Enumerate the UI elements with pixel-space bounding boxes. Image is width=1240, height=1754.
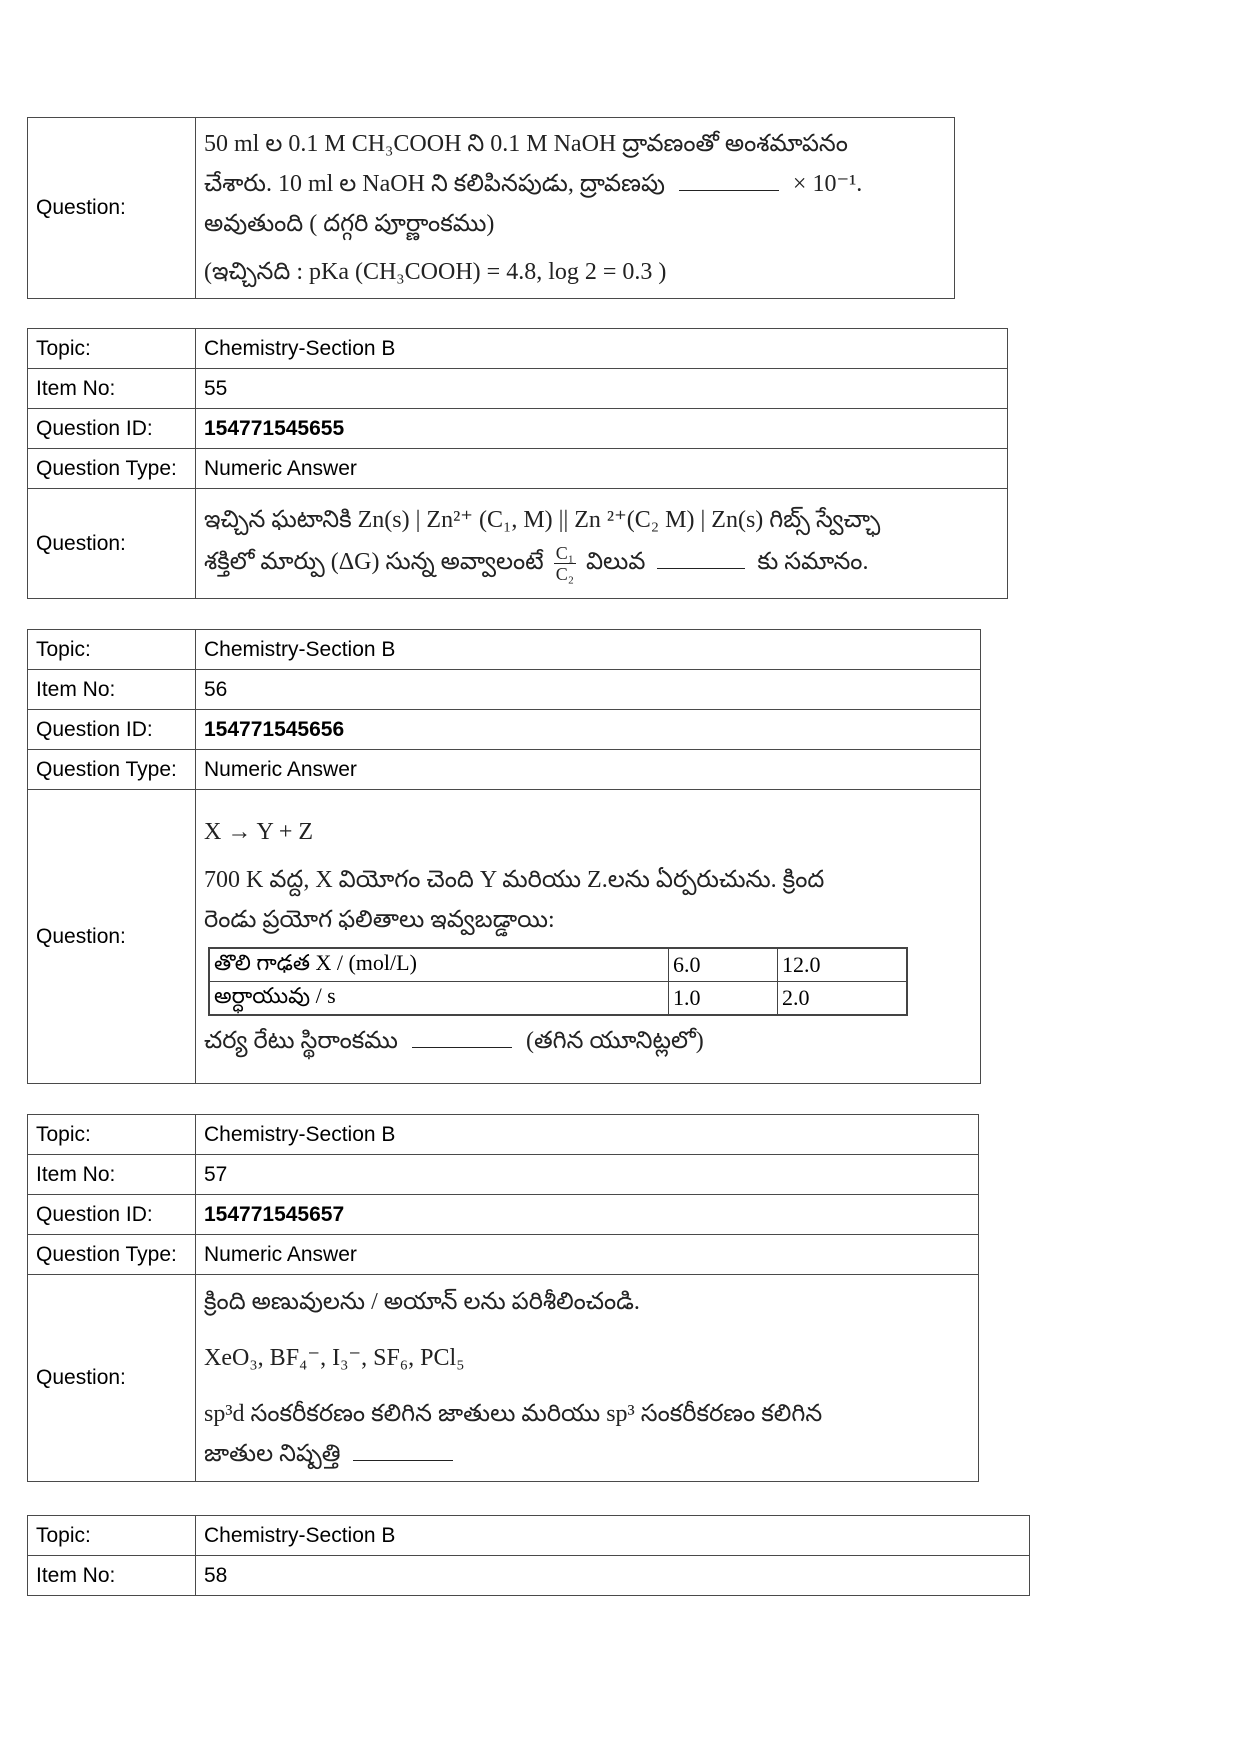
question-type-row bbox=[28, 1235, 979, 1275]
item-no-label: Item No: bbox=[28, 1155, 196, 1195]
item-no-row bbox=[28, 670, 981, 710]
data-table-cell: 1.0 bbox=[669, 982, 778, 1016]
answer-blank bbox=[412, 1027, 512, 1048]
question-block-54 bbox=[27, 117, 955, 299]
topic-label: Topic: bbox=[28, 329, 196, 369]
topic-label: Topic: bbox=[28, 1115, 196, 1155]
question-text: శక్తిలో మార్పు (ΔG) సున్న అవ్వాలంటే bbox=[204, 549, 544, 576]
question-text: చర్య రేటు స్థిరాంకము bbox=[204, 1028, 398, 1054]
item-no-value: 55 bbox=[196, 369, 1008, 409]
answer-blank bbox=[353, 1440, 453, 1461]
question-line: అవుతుంది ( దగ్గరి పూర్ణాంకము) bbox=[204, 211, 495, 237]
question-row bbox=[28, 790, 981, 1084]
item-no-label: Item No: bbox=[28, 369, 196, 409]
item-no-value: 58 bbox=[196, 1556, 1030, 1596]
fraction bbox=[554, 543, 576, 584]
question-type-value: Numeric Answer bbox=[196, 1235, 979, 1275]
question-line: 700 K వద్ద, X వియోగం చెంది Y మరియు Z.లను ఏర్పరుచును. క్రింద bbox=[204, 867, 825, 893]
data-table-cell: 6.0 bbox=[669, 948, 778, 982]
item-no-label: Item No: bbox=[28, 1556, 196, 1596]
question-id-row bbox=[28, 409, 1008, 449]
fraction-numerator: C₁ bbox=[555, 543, 574, 563]
item-no-value: 56 bbox=[196, 670, 981, 710]
question-line: ఇచ్చిన ఘటానికి Zn(s) | Zn²⁺ (C₁, M) || Zn ²⁺(C₂ M) | Zn(s) గిబ్స్ స్వేచ్ఛా bbox=[204, 507, 881, 533]
reaction-equation: X → Y + Z bbox=[204, 819, 314, 845]
question-id-row bbox=[28, 1195, 979, 1235]
question-type-value: Numeric Answer bbox=[196, 449, 1008, 489]
topic-value: Chemistry-Section B bbox=[196, 1115, 979, 1155]
question-line: రెండు ప్రయోగ ఫలితాలు ఇవ్వబడ్డాయి: bbox=[204, 907, 555, 933]
topic-row bbox=[28, 1516, 1030, 1556]
question-block-56 bbox=[27, 629, 981, 1084]
question-line: (ఇచ్చినది : pKa (CH₃COOH) = 4.8, log 2 = 0.3 ) bbox=[204, 259, 667, 285]
question-content bbox=[196, 1275, 979, 1482]
question-type-value: Numeric Answer bbox=[196, 750, 981, 790]
question-text: (తగిన యూనిట్లలో) bbox=[526, 1028, 704, 1054]
data-table bbox=[208, 947, 908, 1016]
topic-label: Topic: bbox=[28, 1516, 196, 1556]
data-table-row bbox=[209, 948, 907, 982]
question-row bbox=[28, 1275, 979, 1482]
question-id-label: Question ID: bbox=[28, 1195, 196, 1235]
item-no-row bbox=[28, 1556, 1030, 1596]
question-type-row bbox=[28, 449, 1008, 489]
data-table-cell: అర్ధాయువు / s bbox=[209, 982, 669, 1016]
question-content bbox=[196, 118, 955, 299]
question-label: Question: bbox=[28, 790, 196, 1084]
question-label: Question: bbox=[28, 1275, 196, 1482]
answer-blank bbox=[657, 548, 745, 569]
question-block-55 bbox=[27, 328, 1008, 599]
question-id-value: 154771545655 bbox=[196, 409, 1008, 449]
topic-row bbox=[28, 630, 981, 670]
question-line bbox=[204, 167, 946, 201]
question-line: XeO₃, BF₄⁻, I₃⁻, SF₆, PCl₅ bbox=[204, 1345, 465, 1371]
question-line: 50 ml ల 0.1 M CH₃COOH ని 0.1 M NaOH ద్రావణంతో అంశమాపనం bbox=[204, 131, 848, 157]
question-label: Question: bbox=[28, 118, 196, 299]
question-text: జాతుల నిష్పత్తి bbox=[204, 1441, 341, 1467]
question-text: విలువ bbox=[585, 549, 646, 576]
question-text: చేశారు. 10 ml ల NaOH ని కలిపినపుడు, ద్రావణపు bbox=[204, 171, 665, 197]
question-id-value: 154771545657 bbox=[196, 1195, 979, 1235]
question-type-label: Question Type: bbox=[28, 1235, 196, 1275]
question-line bbox=[204, 1024, 972, 1058]
data-table-row bbox=[209, 982, 907, 1016]
question-id-label: Question ID: bbox=[28, 409, 196, 449]
data-table-cell: 12.0 bbox=[778, 948, 908, 982]
answer-blank bbox=[679, 170, 779, 191]
question-row bbox=[28, 118, 955, 299]
question-type-label: Question Type: bbox=[28, 750, 196, 790]
question-text: కు సమానం. bbox=[757, 549, 869, 576]
topic-value: Chemistry-Section B bbox=[196, 630, 981, 670]
question-block-58 bbox=[27, 1515, 1030, 1596]
question-id-row bbox=[28, 710, 981, 750]
question-line bbox=[204, 1437, 970, 1471]
item-no-row bbox=[28, 1155, 979, 1195]
question-line bbox=[204, 543, 999, 584]
question-line: sp³d సంకరీకరణం కలిగిన జాతులు మరియు sp³ సంకరీకరణం కలిగిన bbox=[204, 1401, 823, 1427]
topic-value: Chemistry-Section B bbox=[196, 1516, 1030, 1556]
item-no-label: Item No: bbox=[28, 670, 196, 710]
question-text: × 10⁻¹. bbox=[792, 171, 863, 197]
fraction-denominator: C₂ bbox=[555, 564, 574, 584]
data-table-cell: తొలి గాఢత X / (mol/L) bbox=[209, 948, 669, 982]
topic-row bbox=[28, 1115, 979, 1155]
question-id-label: Question ID: bbox=[28, 710, 196, 750]
question-row bbox=[28, 489, 1008, 599]
question-type-label: Question Type: bbox=[28, 449, 196, 489]
question-line: క్రింది అణువులను / అయాన్ లను పరిశీలించండి. bbox=[204, 1289, 640, 1315]
item-no-row bbox=[28, 369, 1008, 409]
question-label: Question: bbox=[28, 489, 196, 599]
question-type-row bbox=[28, 750, 981, 790]
question-block-57 bbox=[27, 1114, 979, 1482]
topic-row bbox=[28, 329, 1008, 369]
topic-label: Topic: bbox=[28, 630, 196, 670]
question-content bbox=[196, 790, 981, 1084]
data-table-cell: 2.0 bbox=[778, 982, 908, 1016]
topic-value: Chemistry-Section B bbox=[196, 329, 1008, 369]
question-id-value: 154771545656 bbox=[196, 710, 981, 750]
item-no-value: 57 bbox=[196, 1155, 979, 1195]
question-content bbox=[196, 489, 1008, 599]
